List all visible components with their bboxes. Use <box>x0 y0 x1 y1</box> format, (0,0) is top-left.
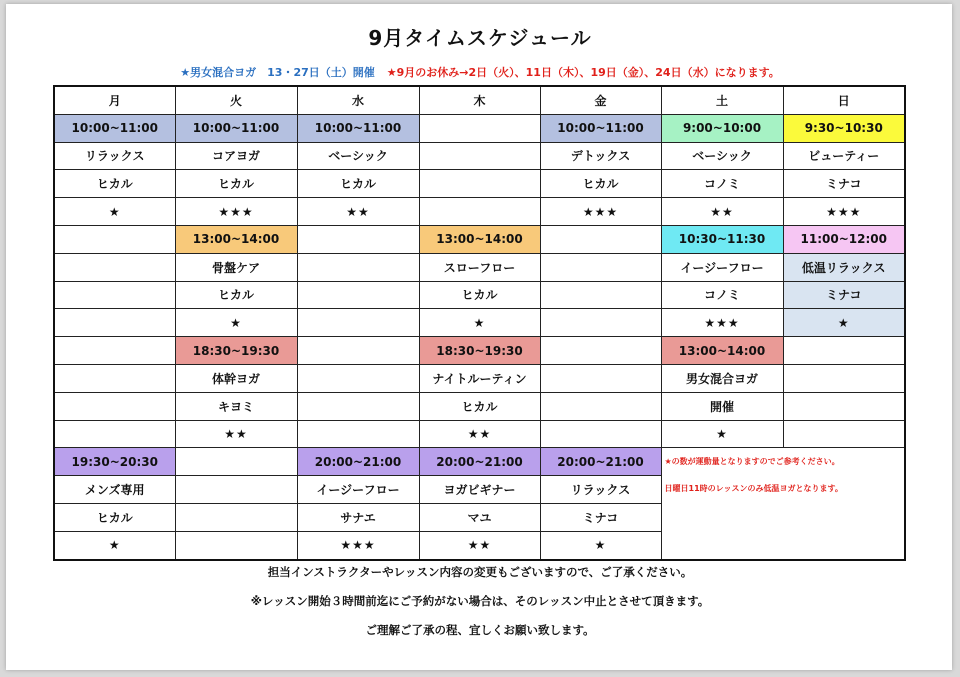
class-time: 9:00~10:00 <box>661 114 783 142</box>
instructor: ヒカル <box>419 281 540 309</box>
schedule-row <box>54 420 905 448</box>
empty-cell <box>297 309 419 337</box>
empty-cell <box>540 253 661 281</box>
class-name: 体幹ヨガ <box>175 364 297 392</box>
class-name: イージーフロー <box>297 476 419 504</box>
class-time: 13:00~14:00 <box>661 337 783 365</box>
instructor: ヒカル <box>175 170 297 198</box>
empty-cell <box>54 364 175 392</box>
intensity-stars: ★ <box>540 531 661 559</box>
class-name: ナイトルーティン <box>419 364 540 392</box>
holiday-notice: ★9月のお休み→2日（火）、11日（木）、19日（金）、24日（水）になります。 <box>386 66 780 79</box>
class-name: イージーフロー <box>661 253 783 281</box>
empty-cell <box>54 337 175 365</box>
class-name: メンズ専用 <box>54 476 175 504</box>
empty-cell <box>783 364 905 392</box>
schedule-row <box>54 198 905 226</box>
intensity-stars: ★★★ <box>783 198 905 226</box>
mixed-yoga-notice: ★男女混合ヨガ 13・27日（土）開催 <box>180 66 375 79</box>
class-time: 18:30~19:30 <box>419 337 540 365</box>
empty-cell <box>175 448 297 476</box>
intensity-stars: ★ <box>661 420 783 448</box>
sunday-note: 日曜日11時のレッスンのみ低温ヨガとなります。 <box>664 484 843 494</box>
intensity-stars: ★★ <box>419 531 540 559</box>
schedule-row <box>54 114 905 142</box>
schedule-row <box>54 309 905 337</box>
schedule-table <box>53 85 906 561</box>
empty-cell <box>783 337 905 365</box>
empty-cell <box>540 309 661 337</box>
class-name: ベーシック <box>661 142 783 170</box>
empty-cell <box>54 281 175 309</box>
empty-cell <box>297 281 419 309</box>
schedule-row <box>54 170 905 198</box>
day-header-row <box>54 86 905 114</box>
class-name: コアヨガ <box>175 142 297 170</box>
schedule-row <box>54 448 905 476</box>
day-header: 水 <box>297 86 419 114</box>
instructor: ヒカル <box>175 281 297 309</box>
intensity-stars: ★ <box>419 309 540 337</box>
empty-cell <box>297 337 419 365</box>
class-time: 20:00~21:00 <box>419 448 540 476</box>
empty-cell <box>54 420 175 448</box>
intensity-stars: ★★ <box>661 198 783 226</box>
day-header: 月 <box>54 86 175 114</box>
empty-cell <box>297 364 419 392</box>
class-time: 13:00~14:00 <box>419 225 540 253</box>
instructor: マユ <box>419 503 540 531</box>
class-time: 20:00~21:00 <box>540 448 661 476</box>
empty-cell <box>297 225 419 253</box>
intensity-stars: ★ <box>54 531 175 559</box>
instructor: ミナコ <box>540 503 661 531</box>
empty-cell <box>297 253 419 281</box>
class-time: 11:00~12:00 <box>783 225 905 253</box>
class-time: 9:30~10:30 <box>783 114 905 142</box>
instructor: ヒカル <box>54 503 175 531</box>
class-time: 19:30~20:30 <box>54 448 175 476</box>
class-time: 10:00~11:00 <box>297 114 419 142</box>
empty-cell <box>175 476 297 504</box>
empty-cell <box>540 281 661 309</box>
class-time: 13:00~14:00 <box>175 225 297 253</box>
empty-cell <box>419 142 540 170</box>
day-header: 土 <box>661 86 783 114</box>
empty-cell <box>419 170 540 198</box>
empty-cell <box>540 420 661 448</box>
schedule-row <box>54 364 905 392</box>
day-header: 火 <box>175 86 297 114</box>
instructor: ヒカル <box>297 170 419 198</box>
day-header: 日 <box>783 86 905 114</box>
class-name: 低温リラックス <box>783 253 905 281</box>
class-name: デトックス <box>540 142 661 170</box>
schedule-row <box>54 225 905 253</box>
class-time: 10:30~11:30 <box>661 225 783 253</box>
instructor: ミナコ <box>783 281 905 309</box>
day-header: 木 <box>419 86 540 114</box>
page-title: 9月タイムスケジュール <box>368 26 592 50</box>
class-name: スローフロー <box>419 253 540 281</box>
schedule-row <box>54 337 905 365</box>
empty-cell <box>54 309 175 337</box>
empty-cell <box>175 503 297 531</box>
footer-line-3: ご理解ご了承の程、宜しくお願い致します。 <box>365 623 595 637</box>
instructor: ヒカル <box>419 392 540 420</box>
class-time: 10:00~11:00 <box>175 114 297 142</box>
stars-note: ★の数が運動量となりますのでご参考ください。 <box>664 457 840 467</box>
empty-cell <box>783 420 905 448</box>
empty-cell <box>54 253 175 281</box>
empty-cell <box>297 392 419 420</box>
schedule-row <box>54 281 905 309</box>
empty-cell <box>540 337 661 365</box>
empty-cell <box>419 114 540 142</box>
class-name: リラックス <box>540 476 661 504</box>
day-header: 金 <box>540 86 661 114</box>
empty-cell <box>175 531 297 559</box>
class-name: 骨盤ケア <box>175 253 297 281</box>
footer-line-1: 担当インストラクターやレッスン内容の変更もございますので、ご了承ください。 <box>267 565 693 579</box>
instructor: キヨミ <box>175 392 297 420</box>
empty-cell <box>540 392 661 420</box>
intensity-stars: ★★★ <box>175 198 297 226</box>
class-name: リラックス <box>54 142 175 170</box>
intensity-stars: ★ <box>783 309 905 337</box>
instructor: ヒカル <box>54 170 175 198</box>
instructor: 開催 <box>661 392 783 420</box>
schedule-row <box>54 392 905 420</box>
class-name: ビューティー <box>783 142 905 170</box>
instructor: コノミ <box>661 170 783 198</box>
empty-cell <box>54 392 175 420</box>
empty-cell <box>540 364 661 392</box>
notice-line <box>0 64 960 80</box>
intensity-stars: ★ <box>175 309 297 337</box>
intensity-stars: ★★ <box>175 420 297 448</box>
empty-cell <box>540 225 661 253</box>
schedule-row <box>54 142 905 170</box>
class-name: ヨガビギナー <box>419 476 540 504</box>
class-time: 10:00~11:00 <box>540 114 661 142</box>
class-time: 20:00~21:00 <box>297 448 419 476</box>
class-time: 10:00~11:00 <box>54 114 175 142</box>
class-name: ベーシック <box>297 142 419 170</box>
intensity-stars: ★★★ <box>661 309 783 337</box>
empty-cell <box>419 198 540 226</box>
intensity-stars: ★★ <box>419 420 540 448</box>
footer-line-2: ※レッスン開始３時間前迄にご予約がない場合は、そのレッスン中止とさせて頂きます。 <box>250 594 710 608</box>
class-name: 男女混合ヨガ <box>661 364 783 392</box>
empty-cell <box>54 225 175 253</box>
instructor: ヒカル <box>540 170 661 198</box>
intensity-stars: ★★★ <box>540 198 661 226</box>
empty-cell <box>297 420 419 448</box>
intensity-stars: ★ <box>54 198 175 226</box>
schedule-row <box>54 253 905 281</box>
instructor: サナエ <box>297 503 419 531</box>
table-notes <box>661 448 905 560</box>
intensity-stars: ★★ <box>297 198 419 226</box>
empty-cell <box>783 392 905 420</box>
instructor: ミナコ <box>783 170 905 198</box>
intensity-stars: ★★★ <box>297 531 419 559</box>
instructor: コノミ <box>661 281 783 309</box>
class-time: 18:30~19:30 <box>175 337 297 365</box>
